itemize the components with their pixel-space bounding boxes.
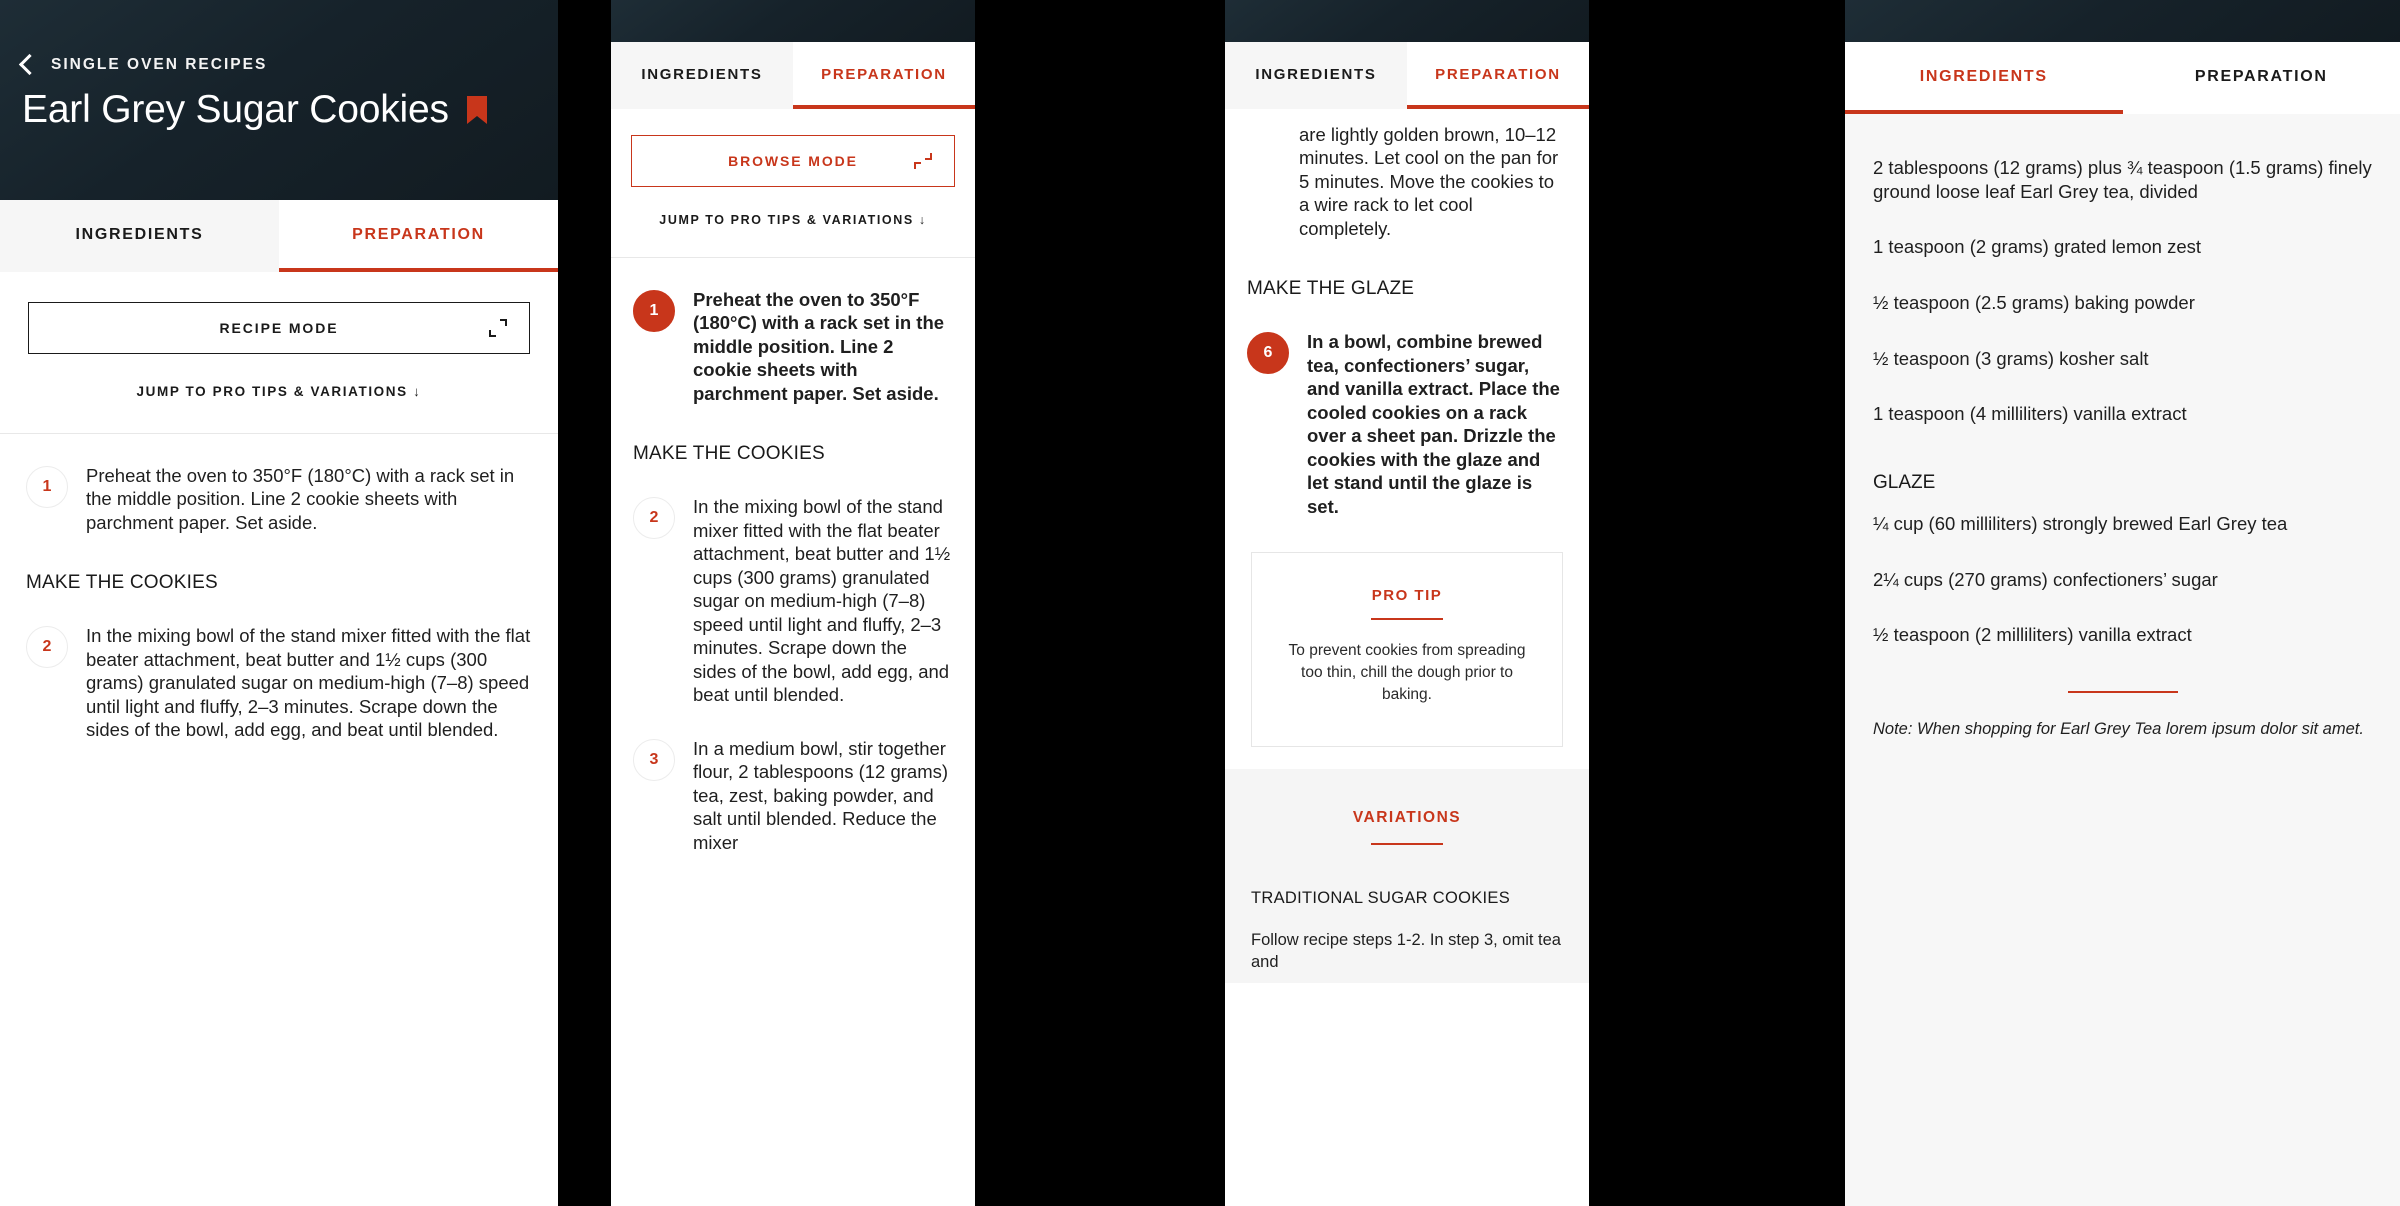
step-text: In the mixing bowl of the stand mixer fitted with the flat beater attachment, beat butter and 1½ cups (300 grams) granulated sugar on medium-high (7–8) speed until light and fluffy, 2–3 minutes. Scrape down the sides of the bowl, add egg, and beat until blended. [86,625,531,741]
steps-list-2 [611,258,975,854]
tab-ingredients[interactable]: INGREDIENTS [1225,42,1407,109]
recipe-mode-button[interactable] [28,302,530,354]
tab-preparation[interactable]: PREPARATION [279,200,558,272]
variations-section [1225,769,1589,983]
step-item [26,434,532,534]
tab-bar-4 [1845,42,2400,114]
section-heading: MAKE THE COOKIES [633,443,825,465]
pro-tip-label: PRO TIP [1371,587,1443,605]
step-item [26,594,532,741]
variations-label: VARIATIONS [1352,809,1462,827]
jump-label: JUMP TO PRO TIPS & VARIATIONS [136,384,408,399]
ingredients-note: Note: When shopping for Earl Grey Tea lorem ipsum dolor sit amet. [1873,719,2364,738]
app-header [0,0,558,200]
section-divider [2068,691,2178,693]
tab-ingredients[interactable]: INGREDIENTS [0,200,279,272]
tab-bar [0,200,558,272]
step-item [633,465,953,706]
step-item [633,258,953,405]
step-number-badge: 1 [26,466,68,508]
browse-mode-label: BROWSE MODE [728,153,858,169]
step-text: In the mixing bowl of the stand mixer fitted with the flat beater attachment, beat butter and 1½ cups (300 grams) granulated sugar on medium-high (7–8) speed until light and fluffy, 2–3 minutes. Scrape down the sides of the bowl, add egg, and beat until blended. [693,496,951,706]
section-heading: MAKE THE GLAZE [1247,278,1415,300]
app-header-collapsed-2 [611,0,975,42]
ingredient-item: 2¼ cups (270 grams) confectioners’ sugar [1873,568,2218,590]
bookmark-icon[interactable] [467,96,487,124]
tab-preparation[interactable]: PREPARATION [2123,42,2400,114]
collapse-icon [912,150,934,172]
jump-to-pro-tips-link-2[interactable] [611,187,975,257]
breadcrumb[interactable] [0,0,558,74]
ingredient-item: 1 teaspoon (2 grams) grated lemon zest [1873,236,2202,258]
continued-step-text: are lightly golden brown, 10–12 minutes. Let cool on the pan for 5 minutes. Move the cookies to a wire rack to let cool completely. [1299,124,1559,239]
step-item [633,707,953,854]
step-number-badge: 2 [633,497,675,539]
ingredient-item: ½ teaspoon (2 milliliters) vanilla extract [1873,624,2192,646]
browse-mode-button[interactable] [631,135,955,187]
phone-panel-3 [1225,0,1589,1206]
ingredient-item: 1 teaspoon (4 milliliters) vanilla extract [1873,403,2187,425]
breadcrumb-label: SINGLE OVEN RECIPES [51,56,268,73]
app-header-collapsed-4 [1845,0,2400,42]
steps-list-3 [1225,109,1589,518]
step-number-badge: 2 [26,626,68,668]
phone-panel-1 [0,0,558,1206]
step-text: In a bowl, combine brewed tea, confectioners’ sugar, and vanilla extract. Place the cooled cookies on a rack over a sheet pan. Drizzle the cookies with the glaze and let stand until the glaze is set. [1307,331,1560,517]
page-title: Earl Grey Sugar Cookies [22,88,449,131]
jump-to-pro-tips-link-1[interactable] [0,354,558,433]
pro-tip-rule [1371,618,1443,620]
step-text: In a medium bowl, stir together flour, 2 tablespoons (12 grams) tea, zest, baking powder, and salt until blended. Reduce the mixer [693,737,949,853]
step-number-badge: 6 [1247,332,1289,374]
variation-body: Follow recipe steps 1-2. In step 3, omit tea and [1251,931,1561,971]
step-text: Preheat the oven to 350°F (180°C) with a rack set in the middle position. Line 2 cookie sheets with parchment paper. Set aside. [86,465,515,533]
ingredients-list [1845,114,2400,1206]
ingredient-item: ½ teaspoon (3 grams) kosher salt [1873,347,2149,369]
steps-list-1 [0,434,558,742]
variations-rule [1371,843,1443,845]
ingredient-group-heading: GLAZE [1873,472,1936,494]
tab-preparation[interactable]: PREPARATION [1407,42,1589,109]
tab-preparation[interactable]: PREPARATION [793,42,975,109]
mode-button-wrap [0,272,558,354]
phone-panel-4 [1845,0,2400,1206]
pro-tip-card [1251,552,1563,747]
mode-button-wrap-2 [611,109,975,187]
arrow-down-icon: ↓ [918,213,927,227]
chevron-left-icon[interactable] [19,53,40,74]
pro-tip-body: To prevent cookies from spreading too thin, chill the dough prior to baking. [1288,642,1526,704]
tab-bar-2 [611,42,975,109]
section-heading: MAKE THE COOKIES [26,572,218,594]
recipe-mode-label: RECIPE MODE [219,320,339,336]
step-item [1247,300,1567,518]
title-row [0,74,558,158]
jump-label: JUMP TO PRO TIPS & VARIATIONS [659,213,914,227]
app-header-collapsed-3 [1225,0,1589,42]
tab-ingredients[interactable]: INGREDIENTS [1845,42,2123,114]
step-text: Preheat the oven to 350°F (180°C) with a rack set in the middle position. Line 2 cookie sheets with parchment paper. Set aside. [693,289,945,404]
tab-bar-3 [1225,42,1589,109]
ingredient-item: 2 tablespoons (12 grams) plus ¾ teaspoon (1.5 grams) finely ground loose leaf Earl Grey tea, divided [1873,157,2372,202]
step-number-badge: 1 [633,290,675,332]
phone-panel-2 [611,0,975,1206]
variation-heading: TRADITIONAL SUGAR COOKIES [1251,889,1511,908]
tab-ingredients[interactable]: INGREDIENTS [611,42,793,109]
arrow-down-icon: ↓ [413,384,422,399]
expand-icon [487,317,509,339]
step-number-badge: 3 [633,739,675,781]
ingredient-item: ¼ cup (60 milliliters) strongly brewed Earl Grey tea [1873,513,2288,535]
ingredient-item: ½ teaspoon (2.5 grams) baking powder [1873,292,2195,314]
